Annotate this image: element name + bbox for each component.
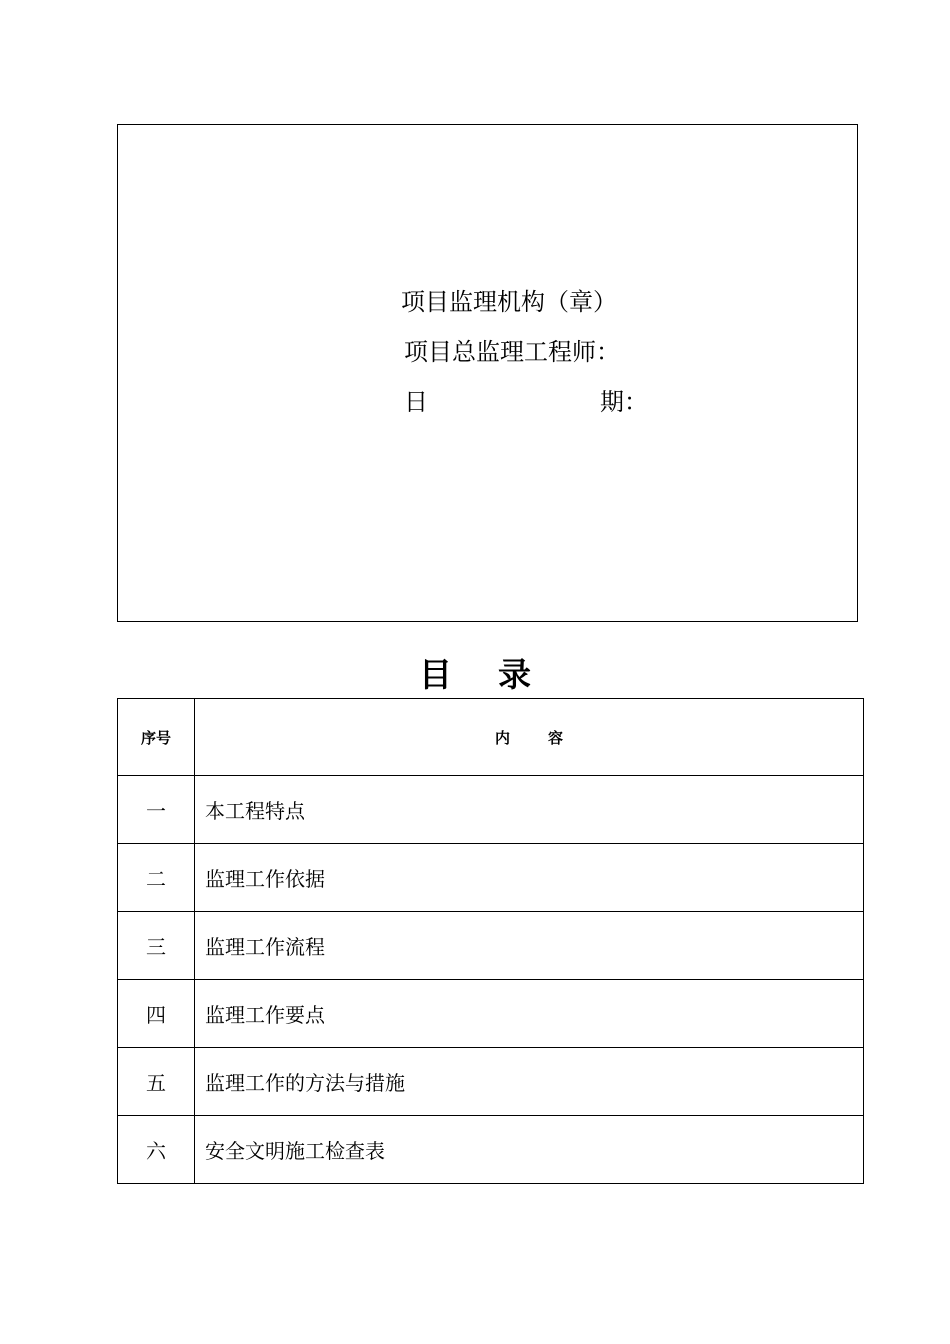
- signature-box: [117, 124, 858, 622]
- toc-row-content: 监理工作依据: [195, 844, 864, 912]
- table-row: [118, 844, 864, 912]
- toc-row-content: 监理工作要点: [195, 980, 864, 1048]
- date-label: 日: [404, 388, 428, 416]
- toc-row-content: 本工程特点: [195, 776, 864, 844]
- toc-row-content: 监理工作流程: [195, 912, 864, 980]
- toc-row-number: 五: [118, 1048, 195, 1116]
- toc-row-number: 三: [118, 912, 195, 980]
- toc-row-number: 六: [118, 1116, 195, 1184]
- toc-title-part1: 目: [419, 655, 452, 694]
- date-label-suffix: 期：: [600, 388, 648, 416]
- toc-table: [117, 698, 864, 1184]
- toc-row-content: 安全文明施工检查表: [195, 1116, 864, 1184]
- chief-engineer-line: 项目总监理工程师：: [404, 338, 620, 366]
- toc-header-content-part1: 内: [494, 728, 510, 747]
- toc-header-row: [118, 699, 864, 776]
- toc-title: [0, 653, 950, 697]
- toc-title-part2: 录: [498, 655, 531, 694]
- table-row: [118, 1116, 864, 1184]
- toc-header-number: 序号: [118, 699, 195, 776]
- table-row: [118, 912, 864, 980]
- supervision-org-seal-line: 项目监理机构（章）: [401, 288, 617, 316]
- toc-row-number: 一: [118, 776, 195, 844]
- toc-row-number: 四: [118, 980, 195, 1048]
- table-row: [118, 980, 864, 1048]
- toc-row-content: 监理工作的方法与措施: [195, 1048, 864, 1116]
- toc-row-number: 二: [118, 844, 195, 912]
- toc-header-content: [195, 699, 864, 776]
- table-row: [118, 1048, 864, 1116]
- toc-header-content-part2: 容: [548, 728, 564, 747]
- table-row: [118, 776, 864, 844]
